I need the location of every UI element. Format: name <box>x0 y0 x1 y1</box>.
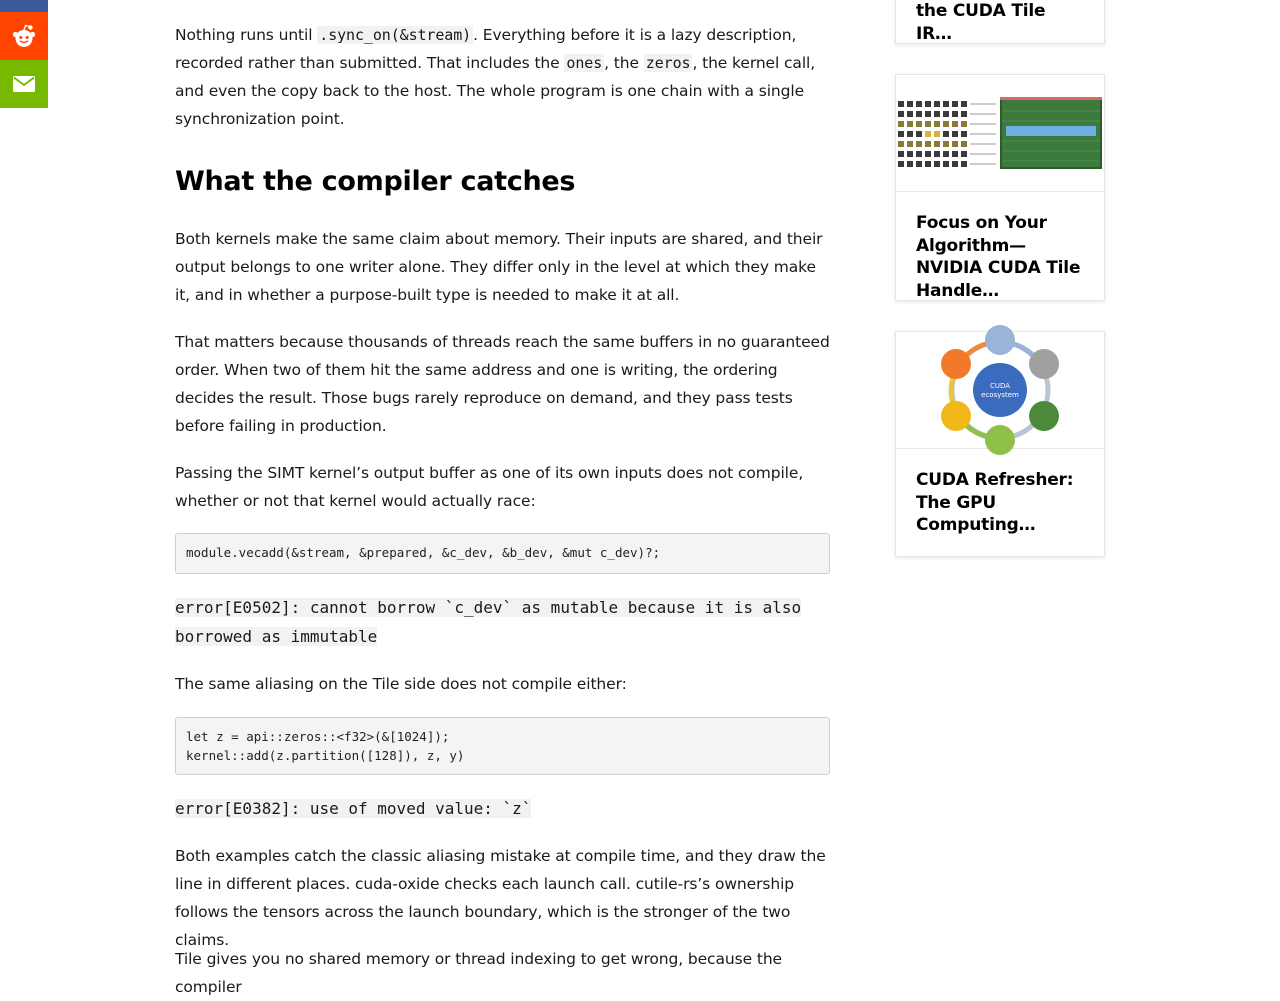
paragraph-threads: That matters because thousands of threads reach the same buffers in no guaranteed order. When two of them hit the same address and one is writing, the ordering decides the result. Those bugs rarely reproduce on demand, and they pass tests before failing in production. <box>175 333 830 435</box>
email-share-button[interactable] <box>0 60 48 108</box>
text-run: , the <box>604 54 644 72</box>
reddit-icon <box>11 24 37 48</box>
paragraph-sync <box>175 21 831 133</box>
paragraph-simt-aliasing: Passing the SIMT kernel’s output buffer as one of its own inputs does not compile, whether or not that kernel would actually race: <box>175 464 804 510</box>
compiler-error-e0502 <box>175 593 831 651</box>
facebook-share-button[interactable] <box>0 0 48 12</box>
related-post-title[interactable]: CUDA Refresher: The GPU Computing… <box>916 470 1074 535</box>
related-post-card-1[interactable] <box>895 0 1105 44</box>
section-heading: What the compiler catches <box>175 166 576 197</box>
compiler-error-e0382 <box>175 794 831 823</box>
cuda-ecosystem-image <box>896 332 1104 449</box>
text-run: . Everything before it is a lazy description, recorded rather than submitted. That includes the <box>175 26 797 72</box>
cuda-ecosystem-thumbnail[interactable] <box>896 332 1104 449</box>
tile-diagram-image <box>896 93 1104 173</box>
inline-code-sync-on: .sync_on(&stream) <box>319 26 472 44</box>
paragraph-tile-memory: Tile gives you no shared memory or thread indexing to get wrong, because the compiler <box>175 950 782 996</box>
code-block-tile-add: let z = api::zeros::<f32>(&[1024]); kernel::add(z.partition([128]), z, y) <box>175 717 830 775</box>
related-post-card-2[interactable] <box>895 74 1105 301</box>
related-post-card-3[interactable] <box>895 331 1105 557</box>
paragraph-tile-side: The same aliasing on the Tile side does not compile either: <box>175 675 627 693</box>
error-text: error[E0502]: cannot borrow `c_dev` as mutable because it is also borrowed as immutable <box>175 598 802 646</box>
text-run: , the kernel call, and even the copy back to the host. The whole program is one chain with a single synchronization point. <box>175 54 816 128</box>
paragraph-both-examples: Both examples catch the classic aliasing mistake at compile time, and they draw the line in different places. cuda-oxide checks each launch call. cutile-rs’s ownership follows the tensors across the launch boundary, which is the stronger of the two claims. <box>175 847 826 949</box>
code-block-vecadd: module.vecadd(&stream, &prepared, &c_dev, &b_dev, &mut c_dev)?; <box>175 533 830 574</box>
related-post-title[interactable]: Focus on Your Algorithm—NVIDIA CUDA Tile Handle… <box>916 213 1081 301</box>
related-post-title[interactable]: the CUDA Tile IR… <box>916 1 1046 44</box>
text-run: Nothing runs until <box>175 26 318 44</box>
error-text: error[E0382]: use of moved value: `z` <box>175 799 532 818</box>
diagram-center-label: CUDA <box>989 381 1011 390</box>
inline-code-zeros: zeros <box>645 54 691 72</box>
svg-text:ecosystem: ecosystem <box>981 390 1019 399</box>
social-share-bar <box>0 0 48 108</box>
inline-code-ones: ones <box>566 54 603 72</box>
paragraph-memory-claim: Both kernels make the same claim about memory. Their inputs are shared, and their output belongs to one writer alone. They differ only in the level at which they make it, and in whether a purpose-built type is needed to make it at all. <box>175 230 823 304</box>
envelope-icon <box>13 76 35 92</box>
reddit-share-button[interactable] <box>0 12 48 60</box>
tile-diagram-thumbnail[interactable] <box>896 75 1104 192</box>
